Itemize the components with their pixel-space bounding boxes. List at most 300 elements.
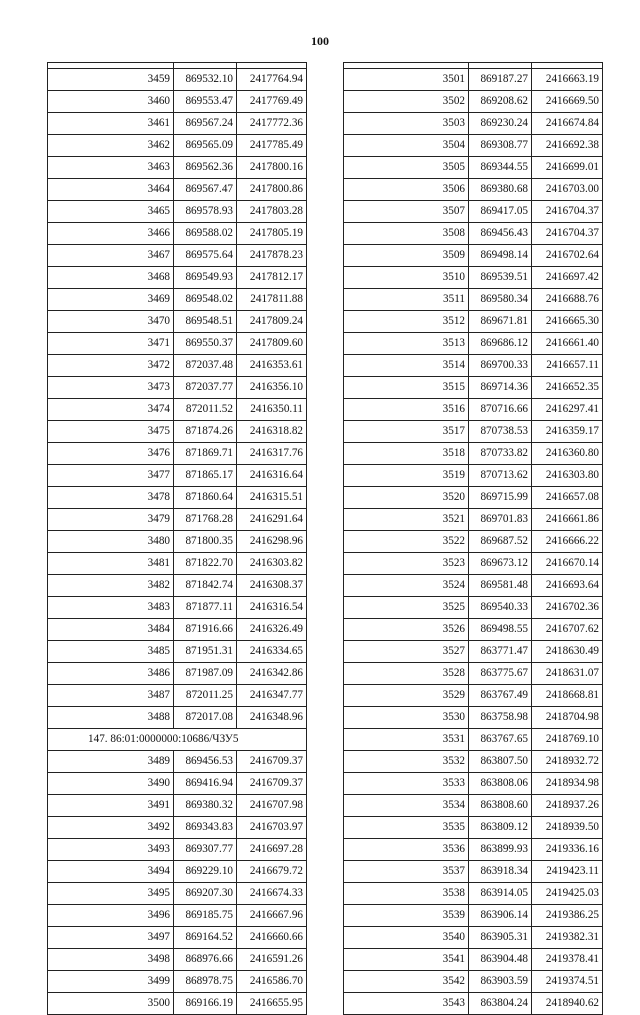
x-coordinate: 869687.52 xyxy=(469,531,532,553)
point-number: 3539 xyxy=(344,905,469,927)
x-coordinate: 872017.08 xyxy=(174,707,237,729)
point-number: 3502 xyxy=(344,91,469,113)
x-coordinate: 871869.71 xyxy=(174,443,237,465)
point-number: 3488 xyxy=(48,707,174,729)
table-row xyxy=(344,91,603,113)
table-row xyxy=(344,157,603,179)
table-row xyxy=(344,773,603,795)
x-coordinate: 869416.94 xyxy=(174,773,237,795)
y-coordinate: 2418704.98 xyxy=(532,707,603,729)
y-coordinate: 2416291.64 xyxy=(237,509,307,531)
table-row xyxy=(48,465,307,487)
point-number: 3483 xyxy=(48,597,174,619)
y-coordinate: 2416586.70 xyxy=(237,971,307,993)
point-number: 3514 xyxy=(344,355,469,377)
point-number: 3543 xyxy=(344,993,469,1015)
table-row xyxy=(48,113,307,135)
y-coordinate: 2416693.64 xyxy=(532,575,603,597)
table-row xyxy=(48,685,307,707)
x-coordinate: 869343.83 xyxy=(174,817,237,839)
point-number: 3465 xyxy=(48,201,174,223)
table-row xyxy=(344,421,603,443)
table-row xyxy=(344,795,603,817)
x-coordinate: 868978.75 xyxy=(174,971,237,993)
x-coordinate: 871822.70 xyxy=(174,553,237,575)
table-row xyxy=(344,641,603,663)
y-coordinate: 2416665.30 xyxy=(532,311,603,333)
y-coordinate: 2416298.96 xyxy=(237,531,307,553)
x-coordinate: 872011.25 xyxy=(174,685,237,707)
point-number: 3529 xyxy=(344,685,469,707)
y-coordinate: 2417772.36 xyxy=(237,113,307,135)
x-coordinate: 863899.93 xyxy=(469,839,532,861)
table-row xyxy=(344,311,603,333)
x-coordinate: 869344.55 xyxy=(469,157,532,179)
y-coordinate: 2418631.07 xyxy=(532,663,603,685)
y-coordinate: 2416657.08 xyxy=(532,487,603,509)
x-coordinate: 869567.24 xyxy=(174,113,237,135)
x-coordinate: 863775.67 xyxy=(469,663,532,685)
y-coordinate: 2416704.37 xyxy=(532,223,603,245)
y-coordinate: 2416303.82 xyxy=(237,553,307,575)
x-coordinate: 869380.32 xyxy=(174,795,237,817)
point-number: 3504 xyxy=(344,135,469,157)
point-number: 3477 xyxy=(48,465,174,487)
x-coordinate: 870713.62 xyxy=(469,465,532,487)
point-number: 3475 xyxy=(48,421,174,443)
table-row xyxy=(48,91,307,113)
table-row xyxy=(48,245,307,267)
y-coordinate: 2416661.86 xyxy=(532,509,603,531)
x-coordinate: 869540.33 xyxy=(469,597,532,619)
y-coordinate: 2416699.01 xyxy=(532,157,603,179)
y-coordinate: 2416360.80 xyxy=(532,443,603,465)
table-row xyxy=(48,399,307,421)
table-row xyxy=(344,333,603,355)
table-row xyxy=(48,201,307,223)
point-number: 3541 xyxy=(344,949,469,971)
y-coordinate: 2416703.00 xyxy=(532,179,603,201)
point-number: 3499 xyxy=(48,971,174,993)
point-number: 3535 xyxy=(344,817,469,839)
table-row xyxy=(344,685,603,707)
y-coordinate: 2417811.88 xyxy=(237,289,307,311)
x-coordinate: 869575.64 xyxy=(174,245,237,267)
y-coordinate: 2417809.60 xyxy=(237,333,307,355)
table-row xyxy=(344,949,603,971)
x-coordinate: 869539.51 xyxy=(469,267,532,289)
point-number: 3511 xyxy=(344,289,469,311)
table-row xyxy=(344,751,603,773)
point-number: 3524 xyxy=(344,575,469,597)
y-coordinate: 2418668.81 xyxy=(532,685,603,707)
point-number: 3485 xyxy=(48,641,174,663)
y-coordinate: 2416297.41 xyxy=(532,399,603,421)
table-row xyxy=(344,113,603,135)
table-row xyxy=(344,707,603,729)
table-row xyxy=(344,905,603,927)
y-coordinate: 2416655.95 xyxy=(237,993,307,1015)
point-number: 3516 xyxy=(344,399,469,421)
y-coordinate: 2416356.10 xyxy=(237,377,307,399)
table-row xyxy=(344,575,603,597)
x-coordinate: 872037.77 xyxy=(174,377,237,399)
table-row xyxy=(344,817,603,839)
y-coordinate: 2416660.66 xyxy=(237,927,307,949)
x-coordinate: 869456.53 xyxy=(174,751,237,773)
y-coordinate: 2416318.82 xyxy=(237,421,307,443)
x-coordinate: 869701.83 xyxy=(469,509,532,531)
x-coordinate: 863807.50 xyxy=(469,751,532,773)
point-number: 3473 xyxy=(48,377,174,399)
y-coordinate: 2416688.76 xyxy=(532,289,603,311)
table-row xyxy=(344,289,603,311)
table-row xyxy=(344,663,603,685)
point-number: 3490 xyxy=(48,773,174,795)
table-row xyxy=(48,817,307,839)
x-coordinate: 869498.55 xyxy=(469,619,532,641)
y-coordinate: 2419336.16 xyxy=(532,839,603,861)
y-coordinate: 2417812.17 xyxy=(237,267,307,289)
table-row xyxy=(48,553,307,575)
point-number: 3469 xyxy=(48,289,174,311)
x-coordinate: 870738.53 xyxy=(469,421,532,443)
x-coordinate: 871842.74 xyxy=(174,575,237,597)
y-coordinate: 2417878.23 xyxy=(237,245,307,267)
x-coordinate: 869380.68 xyxy=(469,179,532,201)
y-coordinate: 2416709.37 xyxy=(237,773,307,795)
x-coordinate: 871874.26 xyxy=(174,421,237,443)
table-row xyxy=(344,839,603,861)
point-number: 3526 xyxy=(344,619,469,641)
table-row xyxy=(344,509,603,531)
y-coordinate: 2416359.17 xyxy=(532,421,603,443)
point-number: 3500 xyxy=(48,993,174,1015)
x-coordinate: 869581.48 xyxy=(469,575,532,597)
point-number: 3497 xyxy=(48,927,174,949)
x-coordinate: 869548.02 xyxy=(174,289,237,311)
y-coordinate: 2418939.50 xyxy=(532,817,603,839)
point-number: 3459 xyxy=(48,69,174,91)
point-number: 3536 xyxy=(344,839,469,861)
point-number: 3532 xyxy=(344,751,469,773)
table-row xyxy=(344,179,603,201)
x-coordinate: 863809.12 xyxy=(469,817,532,839)
table-row xyxy=(344,883,603,905)
y-coordinate: 2418934.98 xyxy=(532,773,603,795)
y-coordinate: 2416657.11 xyxy=(532,355,603,377)
y-coordinate: 2416348.96 xyxy=(237,707,307,729)
point-number: 3482 xyxy=(48,575,174,597)
y-coordinate: 2417809.24 xyxy=(237,311,307,333)
point-number: 3462 xyxy=(48,135,174,157)
y-coordinate: 2416334.65 xyxy=(237,641,307,663)
table-row xyxy=(48,135,307,157)
y-coordinate: 2416709.37 xyxy=(237,751,307,773)
point-number: 3461 xyxy=(48,113,174,135)
point-number: 3540 xyxy=(344,927,469,949)
table-row xyxy=(48,157,307,179)
table-row xyxy=(48,883,307,905)
x-coordinate: 869417.05 xyxy=(469,201,532,223)
point-number: 3531 xyxy=(344,729,469,751)
y-coordinate: 2417764.94 xyxy=(237,69,307,91)
point-number: 3507 xyxy=(344,201,469,223)
x-coordinate: 869673.12 xyxy=(469,553,532,575)
point-number: 3476 xyxy=(48,443,174,465)
point-number: 3487 xyxy=(48,685,174,707)
table-row xyxy=(48,531,307,553)
x-coordinate: 870733.82 xyxy=(469,443,532,465)
table-row xyxy=(48,905,307,927)
point-number: 3467 xyxy=(48,245,174,267)
y-coordinate: 2418932.72 xyxy=(532,751,603,773)
x-coordinate: 871860.64 xyxy=(174,487,237,509)
table-row xyxy=(48,179,307,201)
table-row xyxy=(344,245,603,267)
x-coordinate: 872011.52 xyxy=(174,399,237,421)
x-coordinate: 863906.14 xyxy=(469,905,532,927)
point-number: 3480 xyxy=(48,531,174,553)
x-coordinate: 863914.05 xyxy=(469,883,532,905)
table-row xyxy=(344,861,603,883)
y-coordinate: 2416702.64 xyxy=(532,245,603,267)
x-coordinate: 869578.93 xyxy=(174,201,237,223)
table-row xyxy=(48,927,307,949)
point-number: 3474 xyxy=(48,399,174,421)
point-number: 3492 xyxy=(48,817,174,839)
x-coordinate: 869580.34 xyxy=(469,289,532,311)
point-number: 3479 xyxy=(48,509,174,531)
table-row xyxy=(48,839,307,861)
table-row xyxy=(48,355,307,377)
y-coordinate: 2416697.28 xyxy=(237,839,307,861)
coordinates-table-left xyxy=(47,62,307,1015)
point-number: 3517 xyxy=(344,421,469,443)
point-number: 3468 xyxy=(48,267,174,289)
point-number: 3518 xyxy=(344,443,469,465)
x-coordinate: 869548.51 xyxy=(174,311,237,333)
point-number: 3522 xyxy=(344,531,469,553)
x-coordinate: 871768.28 xyxy=(174,509,237,531)
table-row xyxy=(48,421,307,443)
x-coordinate: 872037.48 xyxy=(174,355,237,377)
point-number: 3527 xyxy=(344,641,469,663)
y-coordinate: 2417803.28 xyxy=(237,201,307,223)
x-coordinate: 870716.66 xyxy=(469,399,532,421)
point-number: 3515 xyxy=(344,377,469,399)
point-number: 3534 xyxy=(344,795,469,817)
x-coordinate: 871916.66 xyxy=(174,619,237,641)
x-coordinate: 869553.47 xyxy=(174,91,237,113)
table-row xyxy=(48,443,307,465)
table-row xyxy=(344,487,603,509)
section-label: 147. 86:01:0000000:10686/ЧЗУ5 xyxy=(48,729,307,751)
y-coordinate: 2416692.38 xyxy=(532,135,603,157)
point-number: 3506 xyxy=(344,179,469,201)
y-coordinate: 2416704.37 xyxy=(532,201,603,223)
table-row xyxy=(48,993,307,1015)
y-coordinate: 2417805.19 xyxy=(237,223,307,245)
point-number: 3505 xyxy=(344,157,469,179)
table-row xyxy=(48,597,307,619)
section-row xyxy=(48,729,307,751)
point-number: 3470 xyxy=(48,311,174,333)
x-coordinate: 869550.37 xyxy=(174,333,237,355)
point-number: 3533 xyxy=(344,773,469,795)
table-row xyxy=(48,223,307,245)
y-coordinate: 2416317.76 xyxy=(237,443,307,465)
point-number: 3537 xyxy=(344,861,469,883)
point-number: 3509 xyxy=(344,245,469,267)
point-number: 3464 xyxy=(48,179,174,201)
point-number: 3463 xyxy=(48,157,174,179)
y-coordinate: 2416303.80 xyxy=(532,465,603,487)
y-coordinate: 2418937.26 xyxy=(532,795,603,817)
table-row xyxy=(344,553,603,575)
table-row xyxy=(344,927,603,949)
y-coordinate: 2417800.16 xyxy=(237,157,307,179)
table-row xyxy=(48,289,307,311)
y-coordinate: 2416308.37 xyxy=(237,575,307,597)
point-number: 3481 xyxy=(48,553,174,575)
x-coordinate: 869207.30 xyxy=(174,883,237,905)
y-coordinate: 2416674.84 xyxy=(532,113,603,135)
x-coordinate: 869164.52 xyxy=(174,927,237,949)
point-number: 3512 xyxy=(344,311,469,333)
point-number: 3519 xyxy=(344,465,469,487)
point-number: 3542 xyxy=(344,971,469,993)
table-row xyxy=(48,707,307,729)
y-coordinate: 2416316.54 xyxy=(237,597,307,619)
y-coordinate: 2416703.97 xyxy=(237,817,307,839)
table-row xyxy=(48,487,307,509)
y-coordinate: 2419425.03 xyxy=(532,883,603,905)
y-coordinate: 2416316.64 xyxy=(237,465,307,487)
x-coordinate: 863918.34 xyxy=(469,861,532,883)
table-row xyxy=(48,619,307,641)
y-coordinate: 2416663.19 xyxy=(532,69,603,91)
point-number: 3460 xyxy=(48,91,174,113)
x-coordinate: 871987.09 xyxy=(174,663,237,685)
x-coordinate: 869714.36 xyxy=(469,377,532,399)
point-number: 3498 xyxy=(48,949,174,971)
x-coordinate: 869567.47 xyxy=(174,179,237,201)
table-row xyxy=(344,377,603,399)
y-coordinate: 2416326.49 xyxy=(237,619,307,641)
table-row xyxy=(344,399,603,421)
table-row xyxy=(344,223,603,245)
x-coordinate: 869565.09 xyxy=(174,135,237,157)
y-coordinate: 2416679.72 xyxy=(237,861,307,883)
y-coordinate: 2416342.86 xyxy=(237,663,307,685)
point-number: 3484 xyxy=(48,619,174,641)
y-coordinate: 2416707.62 xyxy=(532,619,603,641)
point-number: 3495 xyxy=(48,883,174,905)
point-number: 3513 xyxy=(344,333,469,355)
table-row xyxy=(344,531,603,553)
x-coordinate: 869549.93 xyxy=(174,267,237,289)
point-number: 3496 xyxy=(48,905,174,927)
table-row xyxy=(344,971,603,993)
y-coordinate: 2416702.36 xyxy=(532,597,603,619)
x-coordinate: 869308.77 xyxy=(469,135,532,157)
table-row xyxy=(344,443,603,465)
y-coordinate: 2416350.11 xyxy=(237,399,307,421)
x-coordinate: 863904.48 xyxy=(469,949,532,971)
y-coordinate: 2419386.25 xyxy=(532,905,603,927)
point-number: 3523 xyxy=(344,553,469,575)
x-coordinate: 871865.17 xyxy=(174,465,237,487)
table-row xyxy=(48,575,307,597)
table-row xyxy=(344,993,603,1015)
point-number: 3503 xyxy=(344,113,469,135)
table-row xyxy=(48,509,307,531)
x-coordinate: 869671.81 xyxy=(469,311,532,333)
x-coordinate: 869562.36 xyxy=(174,157,237,179)
point-number: 3528 xyxy=(344,663,469,685)
x-coordinate: 871877.11 xyxy=(174,597,237,619)
point-number: 3525 xyxy=(344,597,469,619)
x-coordinate: 869187.27 xyxy=(469,69,532,91)
table-row xyxy=(344,355,603,377)
table-row xyxy=(48,949,307,971)
x-coordinate: 871800.35 xyxy=(174,531,237,553)
table-row xyxy=(344,69,603,91)
x-coordinate: 869686.12 xyxy=(469,333,532,355)
point-number: 3489 xyxy=(48,751,174,773)
y-coordinate: 2416674.33 xyxy=(237,883,307,905)
point-number: 3493 xyxy=(48,839,174,861)
x-coordinate: 863758.98 xyxy=(469,707,532,729)
x-coordinate: 869532.10 xyxy=(174,69,237,91)
y-coordinate: 2418630.49 xyxy=(532,641,603,663)
x-coordinate: 863905.31 xyxy=(469,927,532,949)
table-row xyxy=(48,311,307,333)
x-coordinate: 863804.24 xyxy=(469,993,532,1015)
y-coordinate: 2416347.77 xyxy=(237,685,307,707)
table-row xyxy=(344,135,603,157)
y-coordinate: 2417785.49 xyxy=(237,135,307,157)
x-coordinate: 869498.14 xyxy=(469,245,532,267)
table-row xyxy=(48,267,307,289)
x-coordinate: 863767.49 xyxy=(469,685,532,707)
x-coordinate: 863767.65 xyxy=(469,729,532,751)
table-row xyxy=(344,267,603,289)
table-row xyxy=(48,795,307,817)
y-coordinate: 2418769.10 xyxy=(532,729,603,751)
x-coordinate: 869307.77 xyxy=(174,839,237,861)
coordinates-table-right xyxy=(343,62,603,1015)
x-coordinate: 863903.59 xyxy=(469,971,532,993)
point-number: 3520 xyxy=(344,487,469,509)
y-coordinate: 2416591.26 xyxy=(237,949,307,971)
point-number: 3471 xyxy=(48,333,174,355)
point-number: 3508 xyxy=(344,223,469,245)
x-coordinate: 869229.10 xyxy=(174,861,237,883)
x-coordinate: 863808.60 xyxy=(469,795,532,817)
y-coordinate: 2416315.51 xyxy=(237,487,307,509)
point-number: 3538 xyxy=(344,883,469,905)
table-row xyxy=(344,597,603,619)
point-number: 3466 xyxy=(48,223,174,245)
point-number: 3521 xyxy=(344,509,469,531)
table-row xyxy=(48,861,307,883)
y-coordinate: 2419382.31 xyxy=(532,927,603,949)
point-number: 3491 xyxy=(48,795,174,817)
y-coordinate: 2416666.22 xyxy=(532,531,603,553)
point-number: 3478 xyxy=(48,487,174,509)
